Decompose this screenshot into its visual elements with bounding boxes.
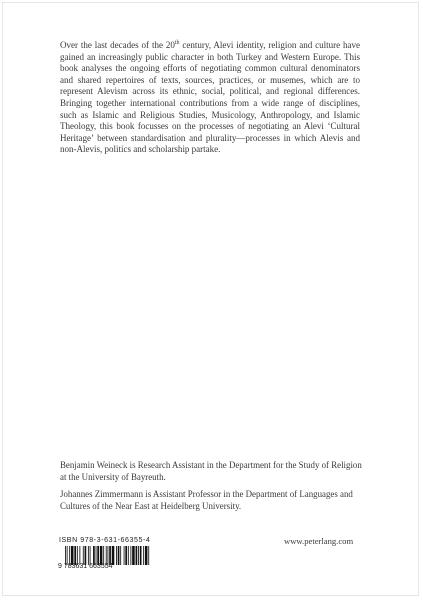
description-text-rest: century, Alevi identity, religion and culture have gained an increasingly public character in both Turkey and Western Europe. This book analyses the ongoing efforts of negotiating common cultural denominators and shared repertoires of texts, sources, practices, or musemes, which are to represent Alevism across its ethnic, social, political, and regional differences. Bringing together international contributions from a wide range of disciplines, such as Islamic and Religious Studies, Musicology, Anthropology, and Islamic Theology, this book focusses on the processes of negotiating an Alevi ‘Cultural Heritage’ between standardisation and plurality—processes in which Alevis and non-Alevis, politics and scholarship partake. — [60, 40, 360, 155]
ordinal-superscript: th — [174, 39, 180, 46]
author-bio-weineck: Benjamin Weineck is Research Assistant in the Department for the Study of Religion at the University of Bayreuth. — [60, 460, 362, 482]
publisher-website: www.peterlang.com — [284, 536, 354, 546]
barcode-block — [58, 536, 168, 573]
isbn-label: ISBN 978-3-631-66355-4 — [59, 536, 151, 544]
book-description — [60, 40, 360, 156]
barcode-digits: 9 783631 663554 — [58, 563, 113, 570]
description-text-start: Over the last decades of the 20 — [60, 40, 175, 50]
author-bios — [60, 460, 365, 518]
author-bio-zimmermann: Johannes Zimmermann is Assistant Professor in the Department of Languages and Cultures of the Near East at Heidelberg University. — [60, 489, 353, 511]
